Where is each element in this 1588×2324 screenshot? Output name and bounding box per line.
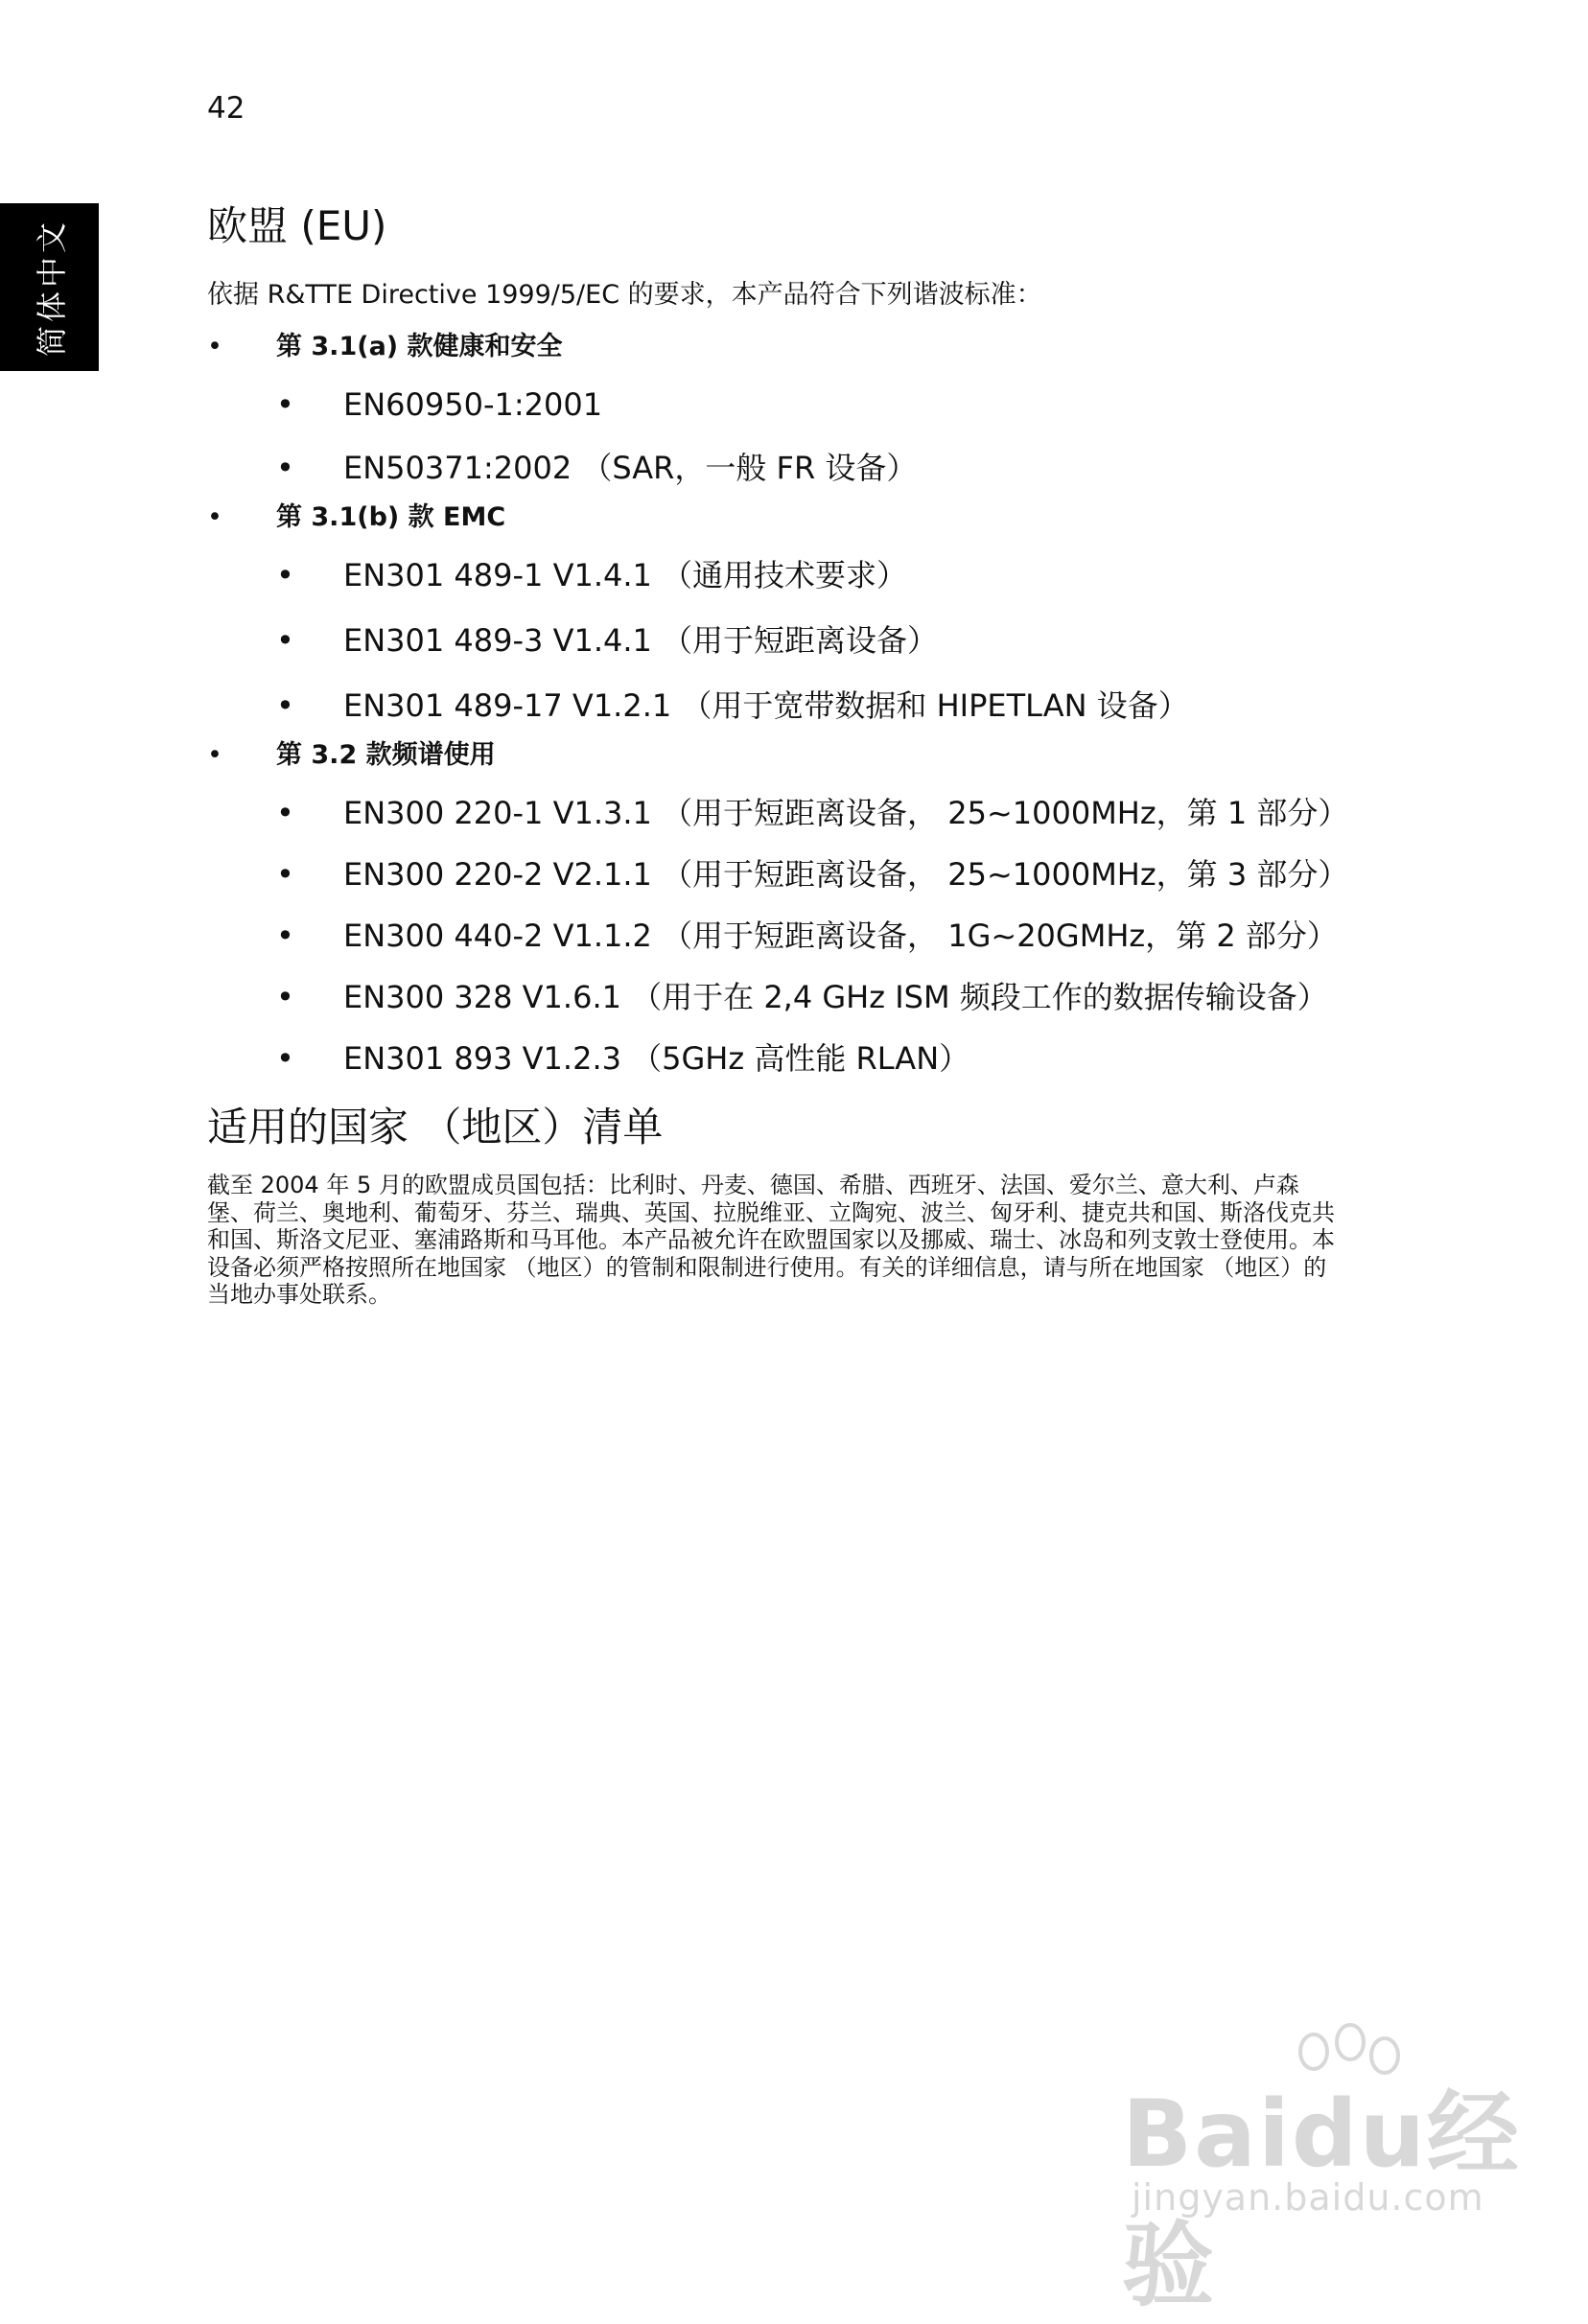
list-item: • EN301 893 V1.2.3 （5GHz 高性能 RLAN） (207, 1035, 1339, 1081)
main-content (207, 199, 1349, 1309)
section-spectrum-use (207, 738, 1349, 1081)
bullet-icon: • (207, 502, 222, 532)
bullet-icon: • (276, 918, 294, 954)
language-side-tab-label: 简体中文 (34, 218, 70, 358)
bullet-icon: • (207, 740, 222, 770)
bullet-icon: • (276, 687, 294, 724)
bullet-icon: • (276, 1040, 294, 1077)
bullet-icon: • (276, 386, 294, 423)
list-item: • EN60950-1:2001 (207, 382, 1339, 428)
watermark-logo: Baidu经验 (1122, 2080, 1521, 2319)
list-item: • EN300 220-1 V1.3.1 （用于短距离设备， 25~1000MHz，第 1 部分） (207, 790, 1339, 836)
bullet-icon: • (276, 979, 294, 1015)
bullet-icon: • (276, 622, 294, 659)
bullet-icon: • (276, 450, 294, 486)
countries-section-title: 适用的国家 （地区）清单 (207, 1104, 664, 1150)
section-health-safety (207, 330, 1339, 491)
section-label: 第 3.1(b) 款 EMC (276, 502, 506, 532)
eu-standards-list (207, 330, 1349, 1081)
countries-paragraph: 截至 2004 年 5 月的欧盟成员国包括：比利时、丹麦、德国、希腊、西班牙、法国、爱尔兰、意大利、卢森堡、荷兰、奥地利、葡萄牙、芬兰、瑞典、英国、拉脱维亚、立陶宛、波兰、匈牙利、捷克共和国、斯洛伐克共和国、斯洛文尼亚、塞浦路斯和马耳他。本产品被允许在欧盟国家以及挪威、瑞士、冰岛和列支敦士登使用。本设备必须严格按照所在地国家 （地区）的管制和限制进行使用。有关的详细信息，请与所在地国家 （地区）的当地办事处联系。 (207, 1172, 1335, 1308)
section-label: 第 3.1(a) 款健康和安全 (276, 332, 563, 361)
list-item: • EN300 328 V1.6.1 （用于在 2,4 GHz ISM 频段工作的数据传输设备） (207, 974, 1339, 1020)
bullet-icon: • (276, 557, 294, 593)
section-label: 第 3.2 款频谱使用 (276, 740, 496, 770)
baidu-watermark (1112, 2023, 1525, 2319)
list-item: • EN301 489-3 V1.4.1 （用于短距离设备） (207, 617, 1339, 663)
section-emc (207, 500, 1339, 729)
list-item: • EN301 489-1 V1.4.1 （通用技术要求） (207, 552, 1339, 598)
eu-section-title: 欧盟 (EU) (207, 202, 387, 249)
list-item: • EN300 220-2 V2.1.1 （用于短距离设备， 25~1000MHz，第 3 部分） (207, 851, 1339, 897)
watermark-url: jingyan.baidu.com (1132, 2176, 1484, 2219)
eu-intro: 依据 R&TTE Directive 1999/5/EC 的要求，本产品符合下列谐波标准： (207, 280, 1042, 310)
bullet-icon: • (276, 795, 294, 831)
list-item: • EN301 489-17 V1.2.1 （用于宽带数据和 HIPETLAN 设备） (207, 683, 1339, 729)
list-item: • EN300 440-2 V1.1.2 （用于短距离设备， 1G~20GMHz，第 2 部分） (207, 913, 1339, 959)
list-item: • EN50371:2002 （SAR，一般 FR 设备） (207, 445, 1339, 491)
page-number: 42 (207, 91, 245, 126)
bullet-icon: • (276, 856, 294, 893)
bullet-icon: • (207, 332, 222, 361)
